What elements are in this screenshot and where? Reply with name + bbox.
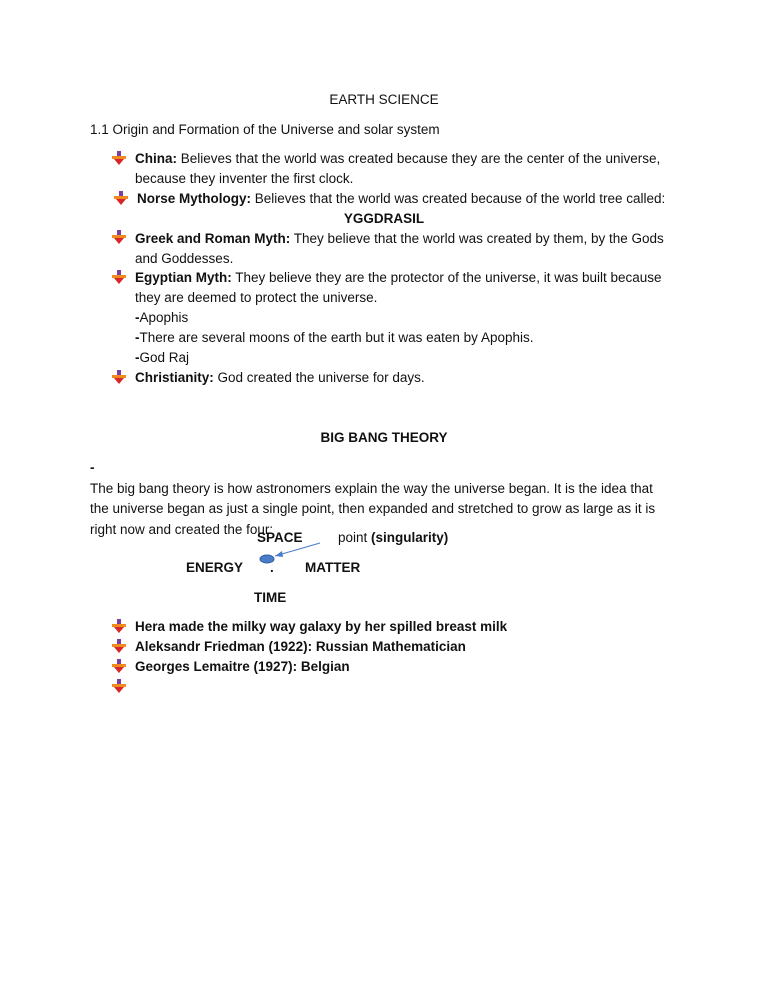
belief-label: China:	[135, 151, 177, 166]
belief-christianity	[135, 368, 695, 388]
fact-item	[135, 677, 695, 697]
yggdrasil-label: YGGDRASIL	[343, 211, 425, 226]
paragraph-line: The big bang theory is how astronomers explain the way the universe began. It is the idea that	[90, 480, 653, 496]
belief-text: they are deemed to protect the universe.	[135, 290, 378, 305]
facts-list	[135, 617, 695, 697]
belief-label: Christianity:	[135, 370, 214, 385]
belief-text: and Goddesses.	[135, 251, 234, 266]
belief-label: Egyptian Myth:	[135, 270, 232, 285]
paragraph-line: the universe began as just a single point, then expanded and stretched to grow as large as it is	[90, 501, 656, 516]
diagram-matter: MATTER	[305, 560, 361, 575]
belief-egyptian	[135, 268, 695, 368]
sub-line: Apophis	[139, 310, 189, 325]
diagram-time: TIME	[254, 590, 287, 605]
diagram-dot: .	[270, 560, 274, 575]
down-arrow-bullet-icon	[112, 151, 126, 165]
diagram-space: SPACE	[257, 530, 303, 545]
diagram-point-label	[338, 528, 448, 547]
section-heading: 1.1 Origin and Formation of the Universe and solar system	[90, 122, 440, 137]
singularity-word: (singularity)	[371, 530, 449, 545]
document-title: EARTH SCIENCE	[329, 92, 439, 107]
sub-line: God Raj	[139, 350, 190, 365]
belief-text: Believes that the world was created because of the world tree called:	[254, 191, 666, 206]
belief-label: Greek and Roman Myth:	[135, 231, 291, 246]
belief-text: They believe that the world was created by them, by the Gods	[293, 231, 664, 246]
point-word: point	[338, 530, 368, 545]
belief-china	[135, 149, 695, 189]
down-arrow-bullet-icon	[112, 619, 126, 633]
belief-text: God created the universe for days.	[217, 370, 425, 385]
fact-item: Aleksandr Friedman (1922): Russian Mathematician	[135, 639, 466, 654]
belief-text: because they inventer the first clock.	[135, 171, 354, 186]
down-arrow-bullet-icon	[112, 270, 126, 284]
belief-norse	[137, 189, 697, 209]
down-arrow-bullet-icon	[112, 370, 126, 384]
down-arrow-bullet-icon	[112, 659, 126, 673]
diagram-energy: ENERGY	[186, 560, 244, 575]
big-bang-heading: BIG BANG THEORY	[320, 430, 448, 445]
belief-text: They believe they are the protector of the universe, it was built because	[235, 270, 662, 285]
down-arrow-bullet-icon	[112, 679, 126, 693]
dash: -	[135, 330, 140, 345]
down-arrow-bullet-icon	[112, 230, 126, 244]
dash: -	[135, 310, 140, 325]
fact-item: Georges Lemaitre (1927): Belgian	[135, 659, 350, 674]
paragraph-line: right now and created the four:	[90, 521, 274, 537]
dash: -	[135, 350, 140, 365]
down-arrow-bullet-icon	[112, 639, 126, 653]
belief-text: Believes that the world was created because they are the center of the universe,	[180, 151, 661, 166]
belief-greek-roman	[135, 229, 695, 269]
sub-line: There are several moons of the earth but it was eaten by Apophis.	[139, 330, 534, 345]
down-arrow-bullet-icon	[114, 191, 128, 205]
belief-label: Norse Mythology:	[137, 191, 252, 206]
dash: -	[90, 460, 95, 475]
fact-item: Hera made the milky way galaxy by her spilled breast milk	[135, 619, 508, 634]
